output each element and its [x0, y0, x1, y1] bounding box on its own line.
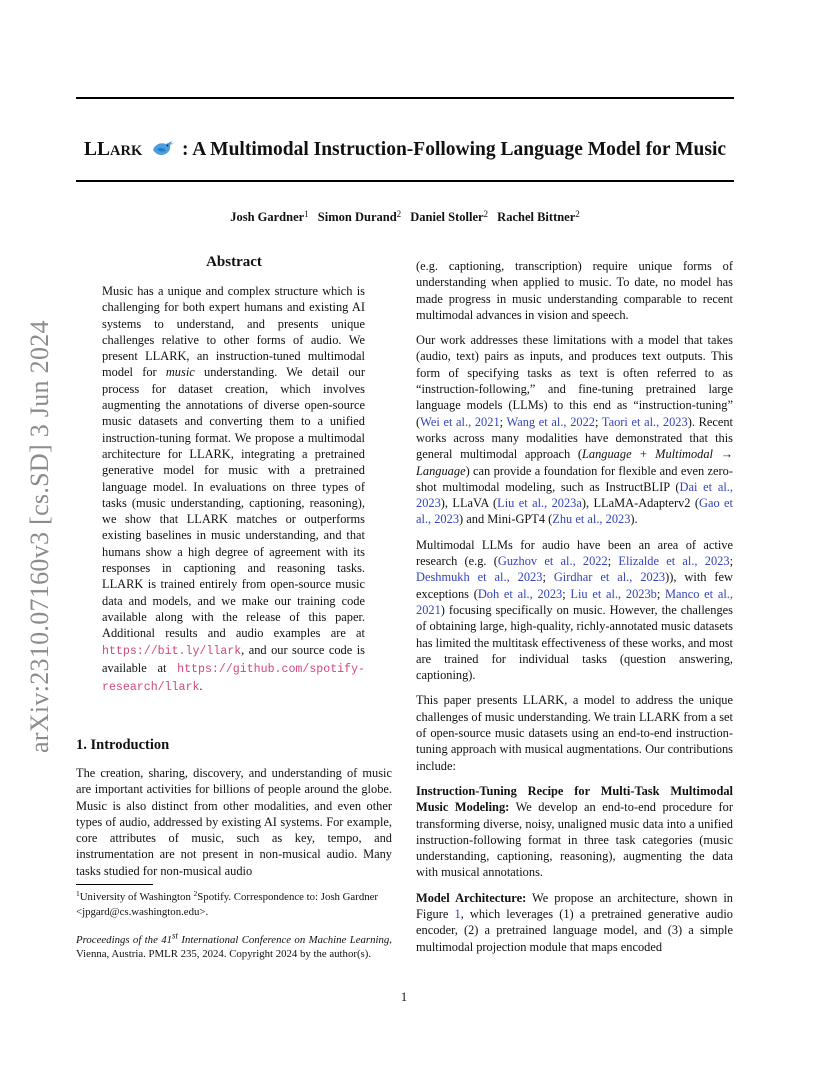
- citation-link[interactable]: Girdhar et al., 2023: [553, 570, 666, 585]
- paragraph: (e.g. captioning, transcription) require unique forms of understanding when applied to music. To date, no model has made progress in music understanding comparable to recent multimodal advances in vision and speech.: [416, 259, 733, 322]
- introduction-heading: 1. Introduction: [76, 737, 170, 753]
- paper-title: LLARK : A Multimodal Instruction-Following Language Model for Music: [83, 139, 727, 160]
- paragraph: Model Architecture: We propose an architecture, shown in Figure 1, which leverages (1) a pretrained generative audio encoder, (2) a pretrained language model, and (3) a simple multimodal projection module that maps encoded: [416, 890, 733, 954]
- author-name: Simon Durand$^2$: [317, 209, 402, 224]
- author-list: [76, 209, 734, 225]
- proceedings-note: Proceedings of the 41st International Conference on Machine Learning, Vienna, Austria. PMLR 235, 2024. Copyright 2024 by the author(s).: [76, 930, 392, 961]
- footnote-rule: [76, 884, 153, 885]
- citation-link[interactable]: Manco et al., 2021: [416, 586, 733, 617]
- paragraph: This paper presents LLARK, a model to address the unique challenges of music understanding. We train LLARK from a set of open-source music datasets using an end-to-end instruction-tuning approach with musical augmentations. Our contributions include:: [416, 693, 734, 773]
- lark-bird-icon: [151, 138, 175, 158]
- title-bottom-rule: [76, 180, 734, 182]
- citation-link[interactable]: Dai et al., 2023: [416, 479, 733, 511]
- citation-link[interactable]: Liu et al., 2023a: [497, 496, 582, 511]
- citation-link[interactable]: Zhu et al., 2023: [552, 512, 631, 527]
- title-top-rule: [76, 97, 734, 99]
- paragraph: Multimodal LLMs for audio have been an area of active research (e.g. (Guzhov et al., 2022; Elizalde et al., 2023; Deshmukh et al., 2023; Girdhar et al., 2023)), with few exceptions (Doh et al., 2023; Liu et al., 2023b; Manco et al., 2021) focusing specifically on music. However, the challenges of obtaining large, high-quality, richly-annotated music datasets has limited the multitask effectiveness of these works, and most are trained for individual tasks (question answering, captioning).: [416, 537, 734, 683]
- abstract-heading: Abstract: [206, 254, 262, 270]
- citation-link[interactable]: Wang et al., 2022: [506, 414, 595, 429]
- citation-link[interactable]: Deshmukh et al., 2023: [416, 570, 543, 585]
- citation-link[interactable]: Liu et al., 2023b: [570, 586, 657, 601]
- page-number: 1: [400, 990, 408, 1004]
- citation-link[interactable]: Taori et al., 2023: [601, 414, 688, 429]
- author-name: Daniel Stoller$^2$: [410, 209, 489, 224]
- right-column: [416, 258, 733, 964]
- figure-link[interactable]: 1: [454, 906, 461, 921]
- arxiv-identifier-stamp: arXiv:2310.07160v3 [cs.SD] 3 Jun 2024: [25, 320, 54, 753]
- abstract-text: Music has a unique and complex structure which is challenging for both expert humans and existing AI systems to understand, and presents unique challenges relative to other forms of audio. We present LLARK, an instruction-tuned multimodal model for music understanding. We detail our process for dataset creation, which involves augmenting the annotations of diverse open-source music datasets and converting them to a unified instruction-tuning format. We propose a multimodal architecture for LLARK, integrating a pretrained generative model for music with a pretrained language model. In evaluations on three types of tasks (music understanding, captioning, reasoning), we show that LLARK matches or outperforms existing baselines in music understanding, and that humans show a high degree of agreement with its responses in captioning and reasoning tasks. LLARK is trained entirely from open-source music data and models, and we make our training code available along with the release of this paper. Additional results and audio examples are at https://bit.ly/llark, and our source code is available at https://github.com/spotify-research/llark.: [102, 284, 365, 695]
- paragraph: Our work addresses these limitations with a model that takes (audio, text) pairs as inputs, and produces text outputs. This form of specifying tasks as text is often referred to as “instruction-following,” and fine-tuning pretrained large language models (LLMs) to this end as “instruction-tuning” (Wei et al., 2021; Wang et al., 2022; Taori et al., 2023). Recent works across many modalities have demonstrated that this general multimodal approach (Language + Multimodal → Language) can provide a foundation for flexible and even zero-shot multimodal modeling, such as InstructBLIP (Dai et al., 2023), LLaVA (Liu et al., 2023a), LLaMA-Adapterv2 (Gao et al., 2023) and Mini-GPT4 (Zhu et al., 2023).: [416, 333, 733, 527]
- citation-link[interactable]: Wei et al., 2021: [420, 414, 500, 429]
- citation-link[interactable]: Elizalde et al., 2023: [618, 554, 730, 569]
- citation-link[interactable]: Doh et al., 2023: [477, 586, 563, 601]
- author-name: Josh Gardner$^1$: [230, 209, 309, 224]
- citation-link[interactable]: Gao et al., 2023: [416, 496, 733, 527]
- source-code-link[interactable]: https://github.com/spotify-research/llark: [102, 662, 365, 695]
- paragraph: Instruction-Tuning Recipe for Multi-Task Multimodal Music Modeling: We develop an end-to-end procedure for transforming diverse, noisy, unaligned music data into a unified instruction-following format in three task categories (music understanding, captioning, reasoning), augmenting the data with musical annotations.: [416, 783, 733, 880]
- introduction-text: The creation, sharing, discovery, and understanding of music are important activities for billions of people around the globe. Music is also distinct from other modalities, and even other types of audio, addressed by existing AI systems. For example, core attributes of music, such as key, tempo, and instrumentation are not present in non-musical audio. Many tasks studied for non-musical audio: [76, 766, 392, 878]
- citation-link[interactable]: Guzhov et al., 2022: [497, 554, 608, 569]
- author-name: Rachel Bittner$^2$: [497, 209, 580, 224]
- affiliation-footnote: $^1$University of Washington $^2$Spotify. Correspondence to: Josh Gardner <jpgard@cs.washington.edu>.: [76, 889, 379, 918]
- results-link[interactable]: https://bit.ly/llark: [102, 644, 242, 658]
